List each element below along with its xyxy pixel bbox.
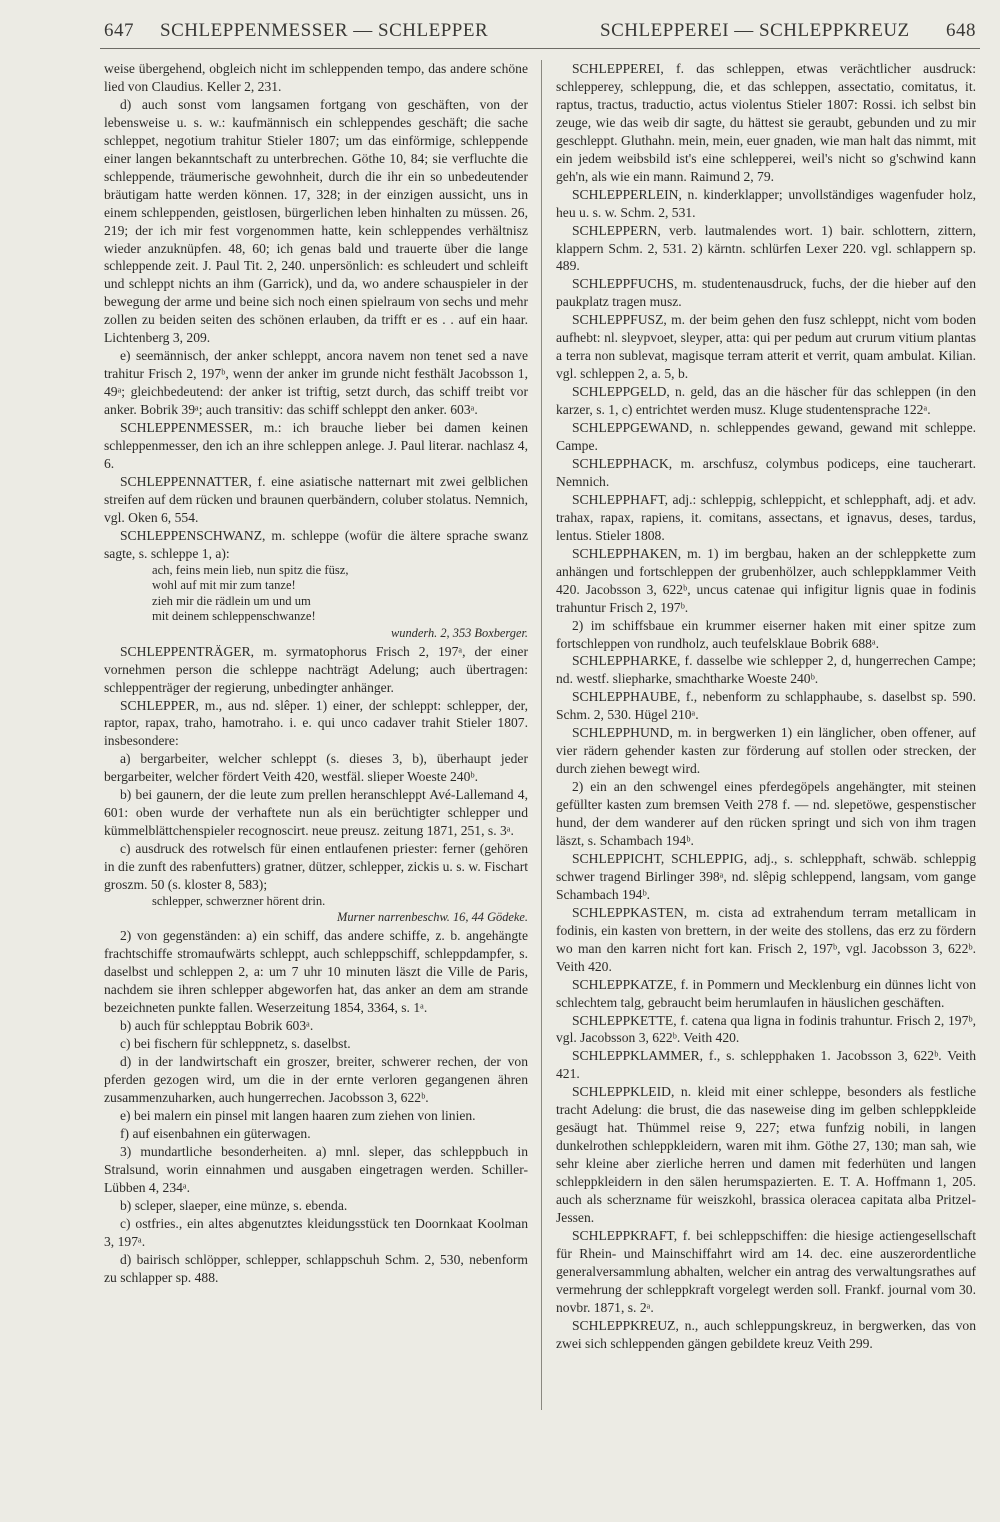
verse-line: zieh mir die rädlein um und um [152,593,311,608]
dictionary-entry: SCHLEPPENMESSER, m.: ich brauche lieber bei damen keinen schleppenmesser, den ich an ihre schleppen anlege. J. Paul literar. nachlasz 4, 6. [104,420,528,471]
citation-source: Murner narrenbeschw. 16, 44 Gödeke. [337,910,528,925]
verse-line: wohl auf mit mir zum tanze! [152,578,296,593]
dictionary-entry: SCHLEPPEREI, f. das schleppen, etwas verächtlicher ausdruck: schlepperey, schleppung, die, et das schleppen, assectatio, comitatus, it. raptus, tractus, traductio, actus violentus Stieler 1807: Rossi. ich selbst bin zeuge, wie das weib dir sagte, du hättest sie geraubt, gebunden und zu mir geschleppt. Gluthahn. mein, mein, euer gnaden, wie man halt das nimmt, mit ein jedem weibsbild ist's eine schlepperei, weil's nicht so g'schwind kann geh'n, als wie ein mann. Raimund 2, 79. [556,61,976,184]
entry-paragraph: e) bei malern ein pinsel mit langen haaren zum ziehen von linien. [120,1107,476,1123]
dictionary-entry: SCHLEPPFUCHS, m. studentenausdruck, fuchs, der die hieber auf den paukplatz tragen musz. [556,276,976,310]
dictionary-entry: SCHLEPPKLAMMER, f., s. schlepphaken 1. Jacobsson 3, 622ᵇ. Veith 421. [556,1048,976,1082]
verse-line: schlepper, schwerzner hörent drin. [152,893,326,908]
dictionary-entry: SCHLEPPKREUZ, n., auch schleppungskreuz, in bergwerken, das von zwei sich schleppenden gängen gebildete kreuz Veith 299. [556,1317,976,1351]
left-running-head: SCHLEPPENMESSER — SCHLEPPER [160,20,489,41]
column-divider [541,60,542,1410]
left-column [104,60,528,1287]
entry-paragraph: 2) ein an den schwengel eines pferdegöpels angehängter, mit steinen gefüllter kasten zum bremsen Veith 278 f. — nd. slepetöwe, gespenstischer hund, der dem wanderer auf den rücken springt und sich von ihm tragen läszt, s. Schambach 194ᵇ. [556,779,976,848]
verse-line: mit deinem schleppenschwanze! [152,609,316,624]
dictionary-entry: SCHLEPPHAUBE, f., nebenform zu schlapphaube, s. daselbst sp. 590. Schm. 2, 530. Hügel 210ᵃ. [556,689,976,723]
dictionary-entry: SCHLEPPKASTEN, m. cista ad extrahendum terram metallicam in fodinis, ein kasten von brettern, in der weite des stollens, das erz zu fördern wo man den karren nicht fort kan. Frisch 2, 197ᵇ, vgl. Jacobsson 3, 622ᵇ. Veith 420. [556,904,976,974]
right-page-number: 648 [946,20,976,41]
dictionary-entry: SCHLEPPGEWAND, n. schleppendes gewand, gewand mit schleppe. Campe. [556,420,976,454]
dictionary-entry: SCHLEPPKLEID, n. kleid mit einer schleppe, besonders als festliche tracht Adelung: die brust, die das naseweise ding im gelben schleppkleide gesäugt hat. Thümmel reise 9, 227; etwa funfzig nobili, in langen dunkelrothen schleppkleidern, waren mit ihm. Göthe 27, 130; man sah, wie sehr kleine aber zierliche herren und damen mit federhüten und langen schleppkleidern in den sälen herumspazierten. E. T. A. Hoffmann 1, 205. auch als scherzname für weiszkohl, brassica oleracea capitata alba Pritzel-Jessen. [556,1084,976,1225]
dictionary-entry: SCHLEPPKATZE, f. in Pommern und Mecklenburg ein dünnes licht von schlechtem talg, gebraucht beim herumlaufen in häuslichen geschäften. [556,976,976,1010]
dictionary-entry: SCHLEPPHACK, m. arschfusz, colymbus podiceps, eine taucherart. Nemnich. [556,455,976,489]
dictionary-entry: SCHLEPPGELD, n. geld, das an die häscher für das schleppen (in den karzer, s. 1, c) entrichtet werden musz. Kluge studentensprache 122ᵃ. [556,384,976,418]
right-running-head: SCHLEPPEREI — SCHLEPPKREUZ [600,20,910,41]
entry-paragraph: f) auf eisenbahnen ein güterwagen. [120,1125,311,1141]
dictionary-entry: SCHLEPPENNATTER, f. eine asiatische natternart mit zwei gelblichen streifen auf dem rücken und braunen querbändern, coluber stolatus. Nemnich, vgl. Oken 6, 554. [104,473,528,525]
entry-paragraph: e) seemännisch, der anker schleppt, ancora navem non tenet sed a nave trahitur Frisch 2, 197ᵇ, wenn der anker im grunde nicht festhält Jacobsson 1, 49ᵃ; gleichbedeutend: der anker ist triftig, setzt durch, das schiff treibt vor anker. Bobrik 39ᵃ; auch transitiv: das schiff schleppt den anker. 603ᵃ. [104,348,528,418]
dictionary-entry: SCHLEPPICHT, SCHLEPPIG, adj., s. schlepphaft, schwäb. schleppig schwer tragend Birlinger 398ᵃ, nd. slêpig schleppend, langsam, vom gange Schambach 194ᵇ. [556,850,976,902]
dictionary-entry: SCHLEPPFUSZ, m. der beim gehen den fusz schleppt, nicht vom boden aufhebt: nl. sleypvoet, sleyper, atta: qui per pedum aut crurum vitium plantas a terra non sublevat, magisque terram atterit et verrit, quam ambulat. Kilian. vgl. schleppen 2, a. 5, b. [556,312,976,382]
dictionary-entry: SCHLEPPER, m., aus nd. slêper. 1) einer, der schleppt: schlepper, der, raptor, rapax, traho, hamotraho. i. e. qui unco cadaver trahit Stieler 1807. insbesondere: [104,697,528,749]
entry-paragraph: c) ostfries., ein altes abgenutztes kleidungsstück ten Doornkaat Koolman 3, 197ᵃ. [104,1215,528,1249]
dictionary-entry: SCHLEPPHARKE, f. dasselbe wie schlepper 2, d, hungerrechen Campe; nd. westf. sliepharke, smachtharke Woeste 240ᵇ. [556,653,976,687]
entry-paragraph: a) bergarbeiter, welcher schleppt (s. dieses 3, b), überhaupt jeder bergarbeiter, welcher fördert Veith 420, westfäl. slieper Woeste 240ᵇ. [104,751,528,785]
entry-paragraph: d) bairisch schlöpper, schlepper, schlappschuh Schm. 2, 530, nebenform zu schlapper sp. 488. [104,1251,528,1285]
dictionary-entry: SCHLEPPERN, verb. lautmalendes wort. 1) bair. schlottern, zittern, klappern Schm. 2, 531. 2) kärntn. schlürfen Lexer 220. vgl. schlappern sp. 489. [556,222,976,274]
entry-paragraph: 3) mundartliche besonderheiten. a) mnl. sleper, das schleppbuch in Stralsund, worin einnahmen und ausgaben eingetragen werden. Schiller-Lübben 4, 234ᵃ. [104,1143,528,1195]
dictionary-entry: SCHLEPPKETTE, f. catena qua ligna in fodinis trahuntur. Frisch 2, 197ᵇ, vgl. Jacobsson 3, 622ᵇ. Veith 420. [556,1012,976,1046]
dictionary-entry: SCHLEPPHUND, m. in bergwerken 1) ein länglicher, oben offener, auf vier rädern gehender kasten zur förderung auf stollen oder strecken, der durch ziehen bewegt wird. [556,725,976,777]
entry-paragraph: b) bei gaunern, der die leute zum prellen heranschleppt Avé-Lallemand 4, 601: oben wurde der verhaftete nun als ein berüchtigter schlepper und kümmelblättchenspieler recognoscirt. neue preusz. zeitung 1871, 251, s. 3ᵃ. [104,787,528,839]
dictionary-entry: SCHLEPPHAFT, adj.: schleppig, schleppicht, et schlepphaft, adj. et adv. trahax, rapax, rapiens, it. comitans, assectans, et ignavus, deses, tardus, lentus. Stieler 1808. [556,491,976,543]
header-rule [100,48,980,49]
entry-paragraph: d) in der landwirtschaft ein groszer, breiter, schwerer rechen, der von pferden gezogen wird, um die in der ernte verloren gegangenen ähren zusammenzuharken, auch hungerrechen. Jacobsson 3, 622ᵇ. [104,1054,528,1106]
dictionary-entry: SCHLEPPERLEIN, n. kinderklapper; unvollständiges wagenfuder holz, heu u. s. w. Schm. 2, 531. [556,186,976,220]
right-column [556,60,976,1353]
entry-paragraph: d) auch sonst vom langsamen fortgang von geschäften, von der lebensweise u. s. w.: kaufmännisch ein schleppendes geschäft; die sache schleppet, negotium trahitur Stieler 1807; um das einförmige, schleppende einer langen bekanntschaft zu unterbrechen. Göthe 10, 84; sie verfluchte die schleppende, träumerische gewohnheit, durch die ihr ein so unbedeutender bräutigam hatte werden können. 17, 328; in der einzigen aussicht, uns in einem schleppenden, geistlosen, bürgerlichen leben hinhalten zu müssen. 26, 219; der ich mir fest vorgenommen hatte, kein schleppendes verhältnisz wieder anzuknüpfen. 48, 60; ich genas bald und trauerte über die lange schleppende zeit. J. Paul Tit. 2, 240. unpersönlich: es schleudert und schleift und schleppt nichts an ihm (Garrick), und da, wo andere schauspieler in der bewegung der arme und beine sich noch einen spielraum von sechs und mehr zollen zu beiden seiten des schönen erlauben, da trifft er es . . auf ein haar. Lichtenberg 3, 209. [104,96,528,346]
verse-line: ach, feins mein lieb, nun spitz die füsz, [152,562,349,577]
left-page-number: 647 [104,20,134,41]
dictionary-entry: SCHLEPPHAKEN, m. 1) im bergbau, haken an der schleppkette zum anhängen und fortschleppen der grubenhölzer, auch schleppklammer Veith 420. Jacobsson 3, 622ᵇ, uncus catenae qui infigitur lignis quae in fodinis trahuntur Frisch 2, 197ᵇ. [556,545,976,615]
entry-paragraph: 2) im schiffsbaue ein krummer eiserner haken mit einer spitze zum fortschleppen von rundholz, auch teufelsklaue Bobrik 688ᵃ. [556,617,976,651]
entry-paragraph: weise übergehend, obgleich nicht im schleppenden tempo, das andere schöne lied von Claudius. Keller 2, 231. [104,61,528,94]
entry-paragraph: b) scleper, slaeper, eine münze, s. ebenda. [120,1197,348,1213]
dictionary-entry: SCHLEPPKRAFT, f. bei schleppschiffen: die hiesige actiengesellschaft für Rhein- und Mainschiffahrt wird am 14. dec. eine auszerordentliche generalversammlung abhalten, welcher ein antrag des verwaltungsrathes auf vermehrung der schleppkraft vorgelegt werden soll. Frankf. journal vom 30. novbr. 1871, s. 2ᵃ. [556,1227,976,1315]
citation-source: wunderh. 2, 353 Boxberger. [391,625,528,640]
entry-paragraph: b) auch für schlepptau Bobrik 603ᵃ. [120,1018,314,1034]
entry-paragraph: 2) von gegenständen: a) ein schiff, das andere schiffe, z. b. angehängte frachtschiffe stromaufwärts schleppt, auch schleppschiff, schleppdampfer, s. daselbst und schleppen 2, a: um 7 uhr 10 minuten läszt die Ville de Paris, nachdem sie ihren schlepper abgeworfen hat, das anker an dem am strande bezeichneten punkte fallen. Weserzeitung 1854, 3364, s. 1ᵃ. [104,928,528,1016]
entry-paragraph: c) ausdruck des rotwelsch für einen entlaufenen priester: ferner (gehören in die zunft des rabenfutters) gratner, dützer, schlepper, zickis u. s. w. Fischart groszm. 50 (s. kloster 8, 583); [104,841,528,893]
dictionary-entry: SCHLEPPENTRÄGER, m. syrmatophorus Frisch 2, 197ᵃ, der einer vornehmen person die schleppe nachträgt Adelung; auch übertragen: schleppenträger der regierung, unbedingter anhänger. [104,643,528,695]
dictionary-entry: SCHLEPPENSCHWANZ, m. schleppe (wofür die ältere sprache swanz sagte, s. schleppe 1, a): [104,527,528,561]
entry-paragraph: c) bei fischern für schleppnetz, s. daselbst. [120,1036,351,1052]
